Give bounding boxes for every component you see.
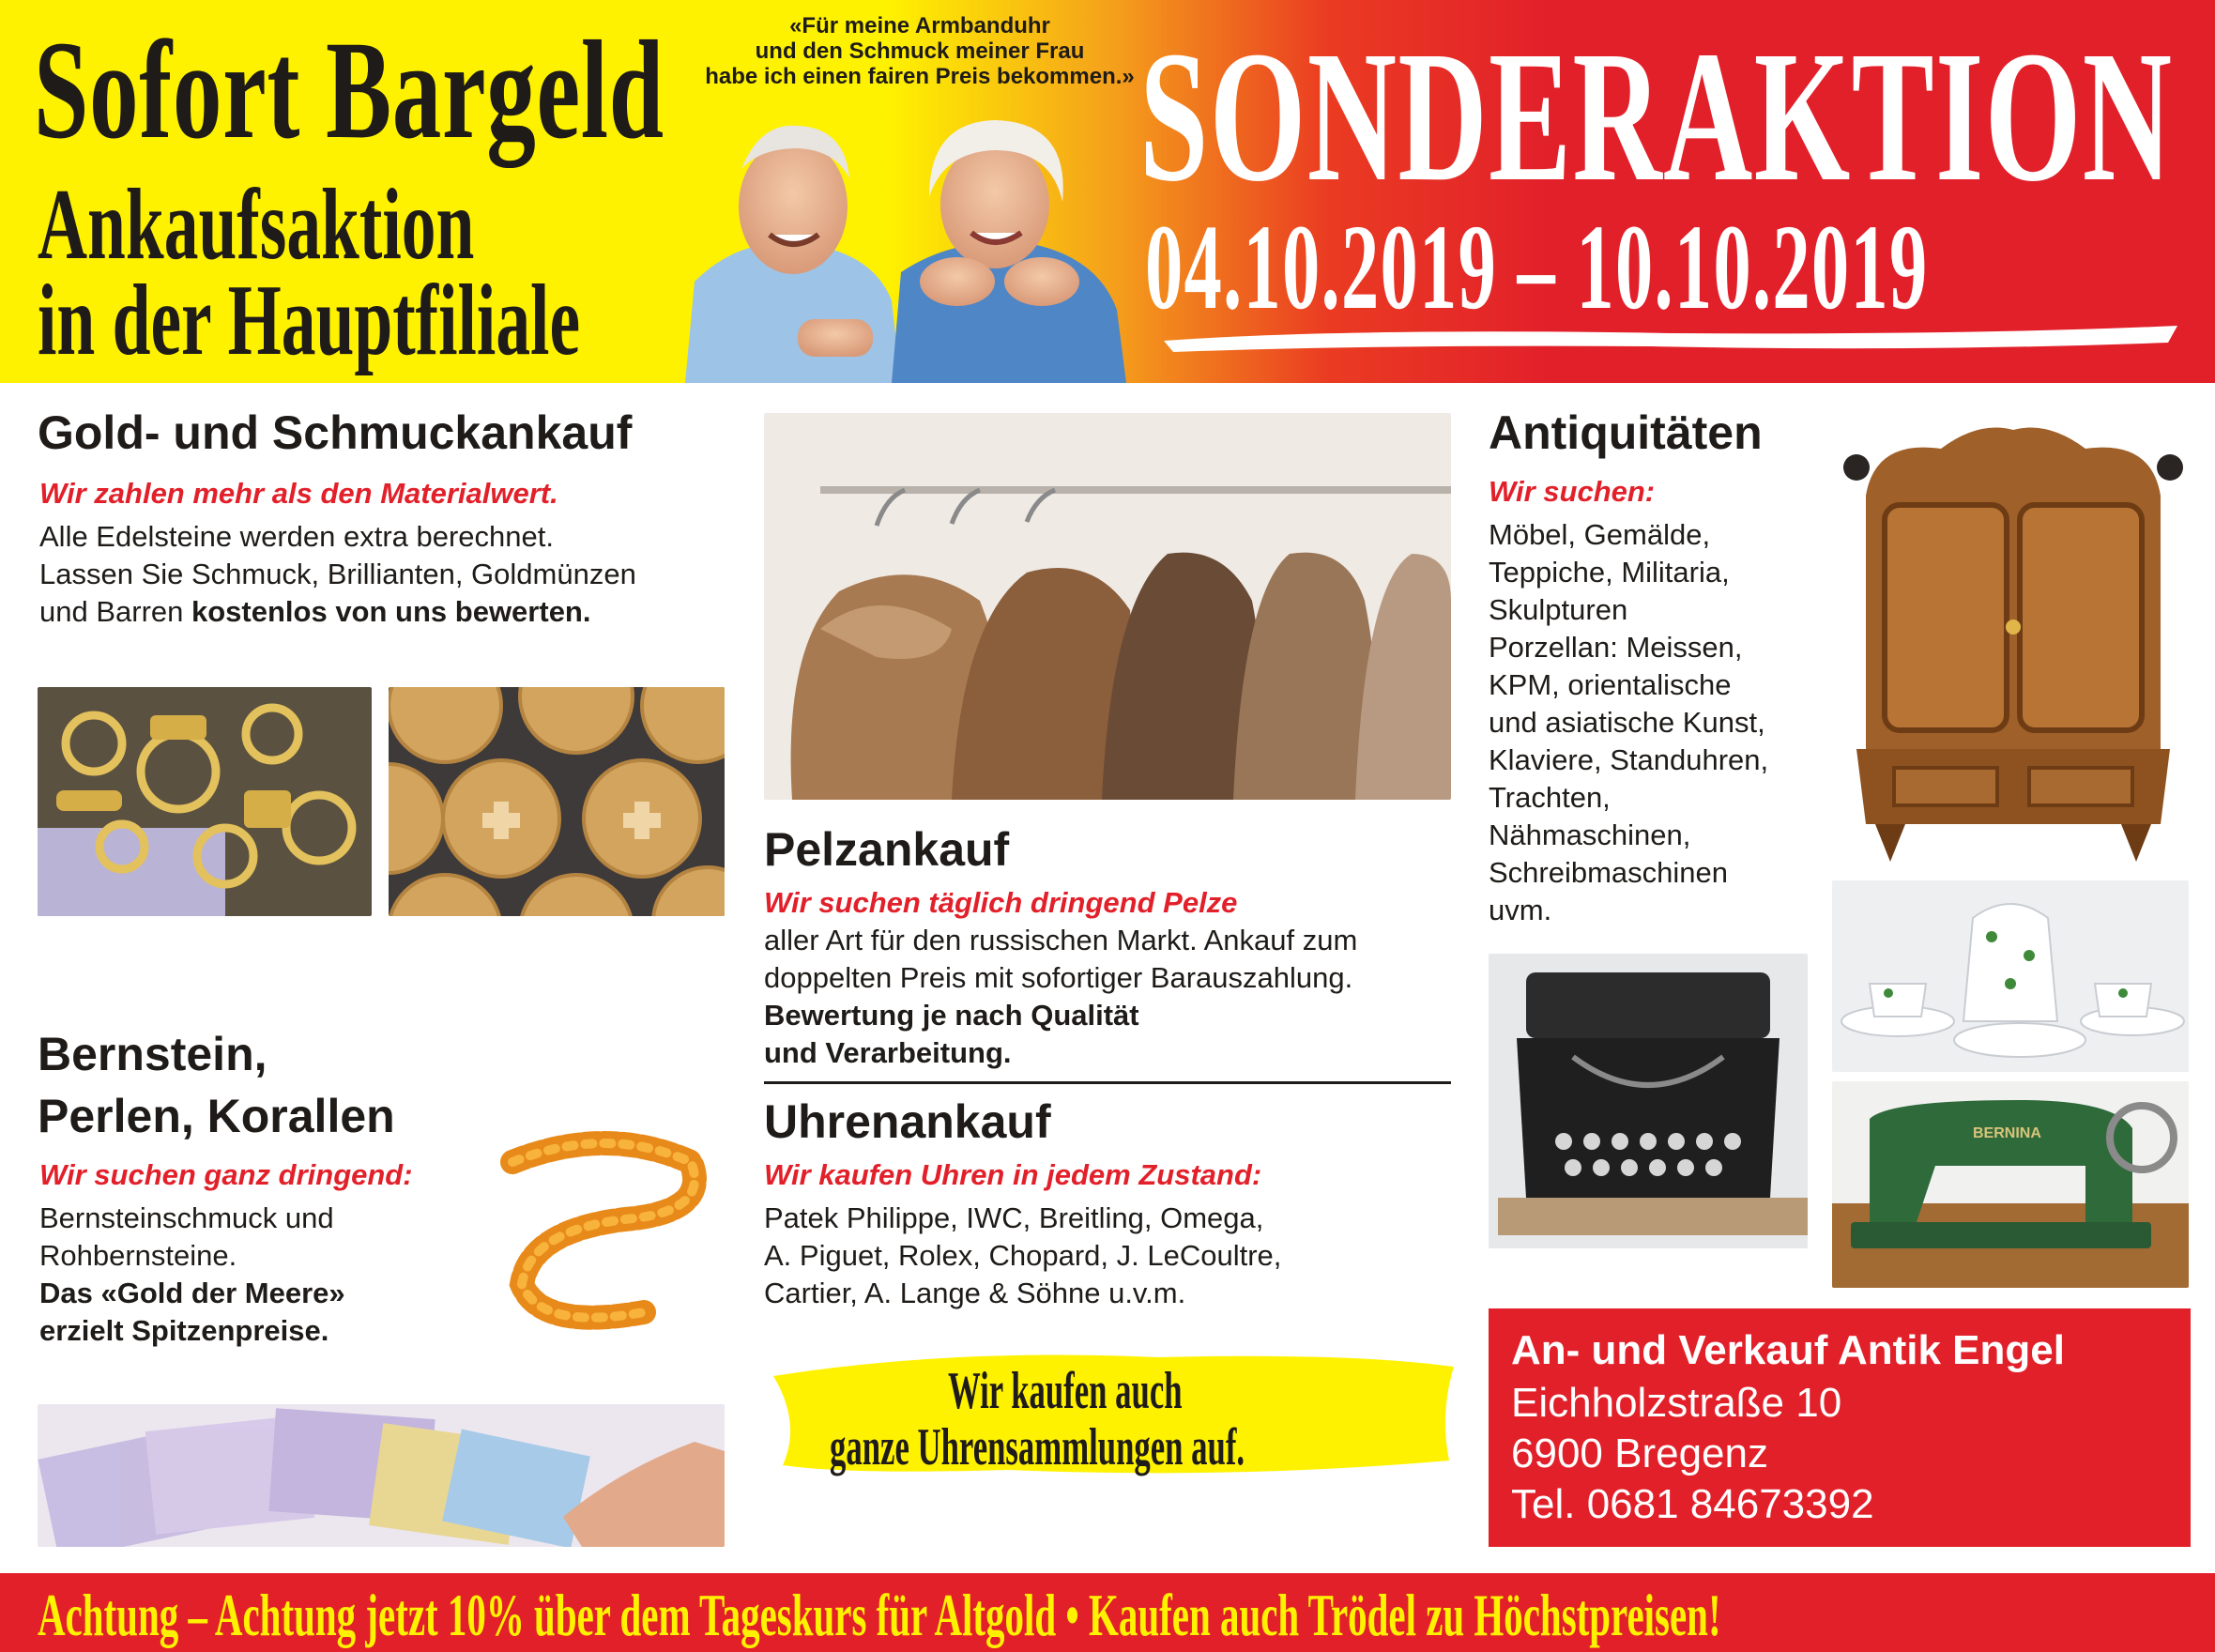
amber-text-line: Rohbernsteine. — [39, 1239, 237, 1272]
footer-text: Achtung – Achtung jetzt 10% über dem Tageskurs für Altgold • Kaufen auch Trödel zu Höchstpreisen! — [38, 1582, 1721, 1648]
promo-title: SONDERAKTION — [1139, 13, 2174, 221]
antiques-list — [1489, 516, 1768, 929]
antiques-list-item: Klaviere, Standuhren, — [1489, 743, 1769, 776]
fur-heading: Pelzankauf — [764, 823, 1010, 876]
amber-tagline: Wir suchen ganz dringend: — [39, 1158, 413, 1191]
gold-text-line: Alle Edelsteine werden extra berechnet. — [39, 520, 554, 553]
gold-coins-photo — [389, 687, 725, 916]
watches-tagline: Wir kaufen Uhren in jedem Zustand: — [764, 1158, 1262, 1191]
fur-text-line: und Verarbeitung. — [764, 1036, 1012, 1069]
headline-subtitle-2: in der Hauptfiliale — [38, 265, 581, 376]
gold-text-line — [39, 593, 636, 631]
senior-couple-photo — [657, 94, 1145, 383]
antiques-list-item: Schreibmaschinen — [1489, 856, 1729, 889]
street-address: Eichholzstraße 10 — [1511, 1380, 1842, 1426]
gold-text-bold: kostenlos von uns bewerten. — [191, 595, 591, 628]
watches-text-line: A. Piguet, Rolex, Chopard, J. LeCoultre, — [764, 1239, 1282, 1272]
amber-heading-1: Bernstein, — [38, 1028, 267, 1080]
gold-tagline: Wir zahlen mehr als den Materialwert. — [39, 477, 558, 510]
porcelain-tea-set-photo — [1832, 880, 2189, 1072]
city-address: 6900 Bregenz — [1511, 1430, 1768, 1476]
antiques-tagline: Wir suchen: — [1489, 475, 1656, 508]
customer-quote — [695, 13, 1145, 89]
antiques-list-item: und asiatische Kunst, — [1489, 706, 1765, 739]
headline-subtitle-1: Ankaufsaktion — [38, 169, 475, 281]
antiques-list-item: Teppiche, Militaria, — [1489, 556, 1730, 589]
bernina-logo-text: BERNINA — [1973, 1125, 2041, 1141]
baroque-cabinet-image — [1838, 411, 2189, 862]
sewing-machine-photo — [1832, 1081, 2189, 1288]
amber-text — [39, 1200, 345, 1350]
banknotes-photo — [38, 1404, 725, 1547]
fur-text — [764, 922, 1357, 1072]
phone-number: Tel. 0681 84673392 — [1511, 1481, 1874, 1527]
amber-heading-2: Perlen, Korallen — [38, 1090, 395, 1142]
promo-date-range: 04.10.2019 – 10.10.2019 — [1145, 200, 1929, 335]
headline-title: Sofort Bargeld — [34, 12, 664, 168]
fur-coats-photo — [764, 413, 1451, 800]
antiques-list-item: Skulpturen — [1489, 593, 1628, 626]
callout-line-2: ganze Uhrensammlungen auf. — [830, 1418, 1245, 1476]
amber-text-line: erzielt Spitzenpreise. — [39, 1314, 329, 1347]
watches-heading: Uhrenankauf — [764, 1095, 1051, 1148]
typewriter-photo — [1489, 954, 1808, 1248]
gold-text — [39, 518, 636, 631]
amber-text-line: Das «Gold der Meere» — [39, 1277, 345, 1309]
callout-line-1: Wir kaufen auch — [948, 1362, 1183, 1420]
gold-heading: Gold- und Schmuckankauf — [38, 406, 633, 459]
section-divider — [764, 1081, 1451, 1084]
antiques-list-item: Möbel, Gemälde, — [1489, 518, 1711, 551]
antiques-list-item: Trachten, — [1489, 781, 1611, 814]
fur-text-line: aller Art für den russischen Markt. Ankauf zum — [764, 924, 1358, 956]
brush-stroke-decoration — [1164, 324, 2177, 354]
antiques-list-item: Nähmaschinen, — [1489, 818, 1691, 851]
gold-jewelry-photo — [38, 687, 372, 916]
antiques-heading: Antiquitäten — [1489, 406, 1763, 459]
fur-tagline: Wir suchen täglich dringend Pelze — [764, 886, 1238, 919]
fur-text-line: doppelten Preis mit sofortiger Barauszahlung. — [764, 961, 1353, 994]
antiques-list-item: KPM, orientalische — [1489, 668, 1732, 701]
quote-line: und den Schmuck meiner Frau — [755, 38, 1085, 64]
quote-line: «Für meine Armbanduhr — [789, 13, 1050, 38]
watches-text-line: Patek Philippe, IWC, Breitling, Omega, — [764, 1201, 1264, 1234]
gold-text-line: Lassen Sie Schmuck, Brillianten, Goldmünzen — [39, 558, 636, 590]
amber-necklace-image — [475, 1124, 728, 1340]
business-name: An- und Verkauf Antik Engel — [1511, 1327, 2065, 1373]
antiques-list-item: Porzellan: Meissen, — [1489, 631, 1743, 664]
amber-text-line: Bernsteinschmuck und — [39, 1201, 334, 1234]
watches-text-line: Cartier, A. Lange & Söhne u.v.m. — [764, 1277, 1186, 1309]
fur-text-line: Bewertung je nach Qualität — [764, 999, 1139, 1032]
watches-text — [764, 1200, 1281, 1312]
antiques-list-item: uvm. — [1489, 894, 1552, 926]
contact-box — [1489, 1308, 2191, 1547]
gold-text-plain: und Barren — [39, 595, 191, 628]
quote-line: habe ich einen fairen Preis bekommen.» — [705, 64, 1135, 89]
